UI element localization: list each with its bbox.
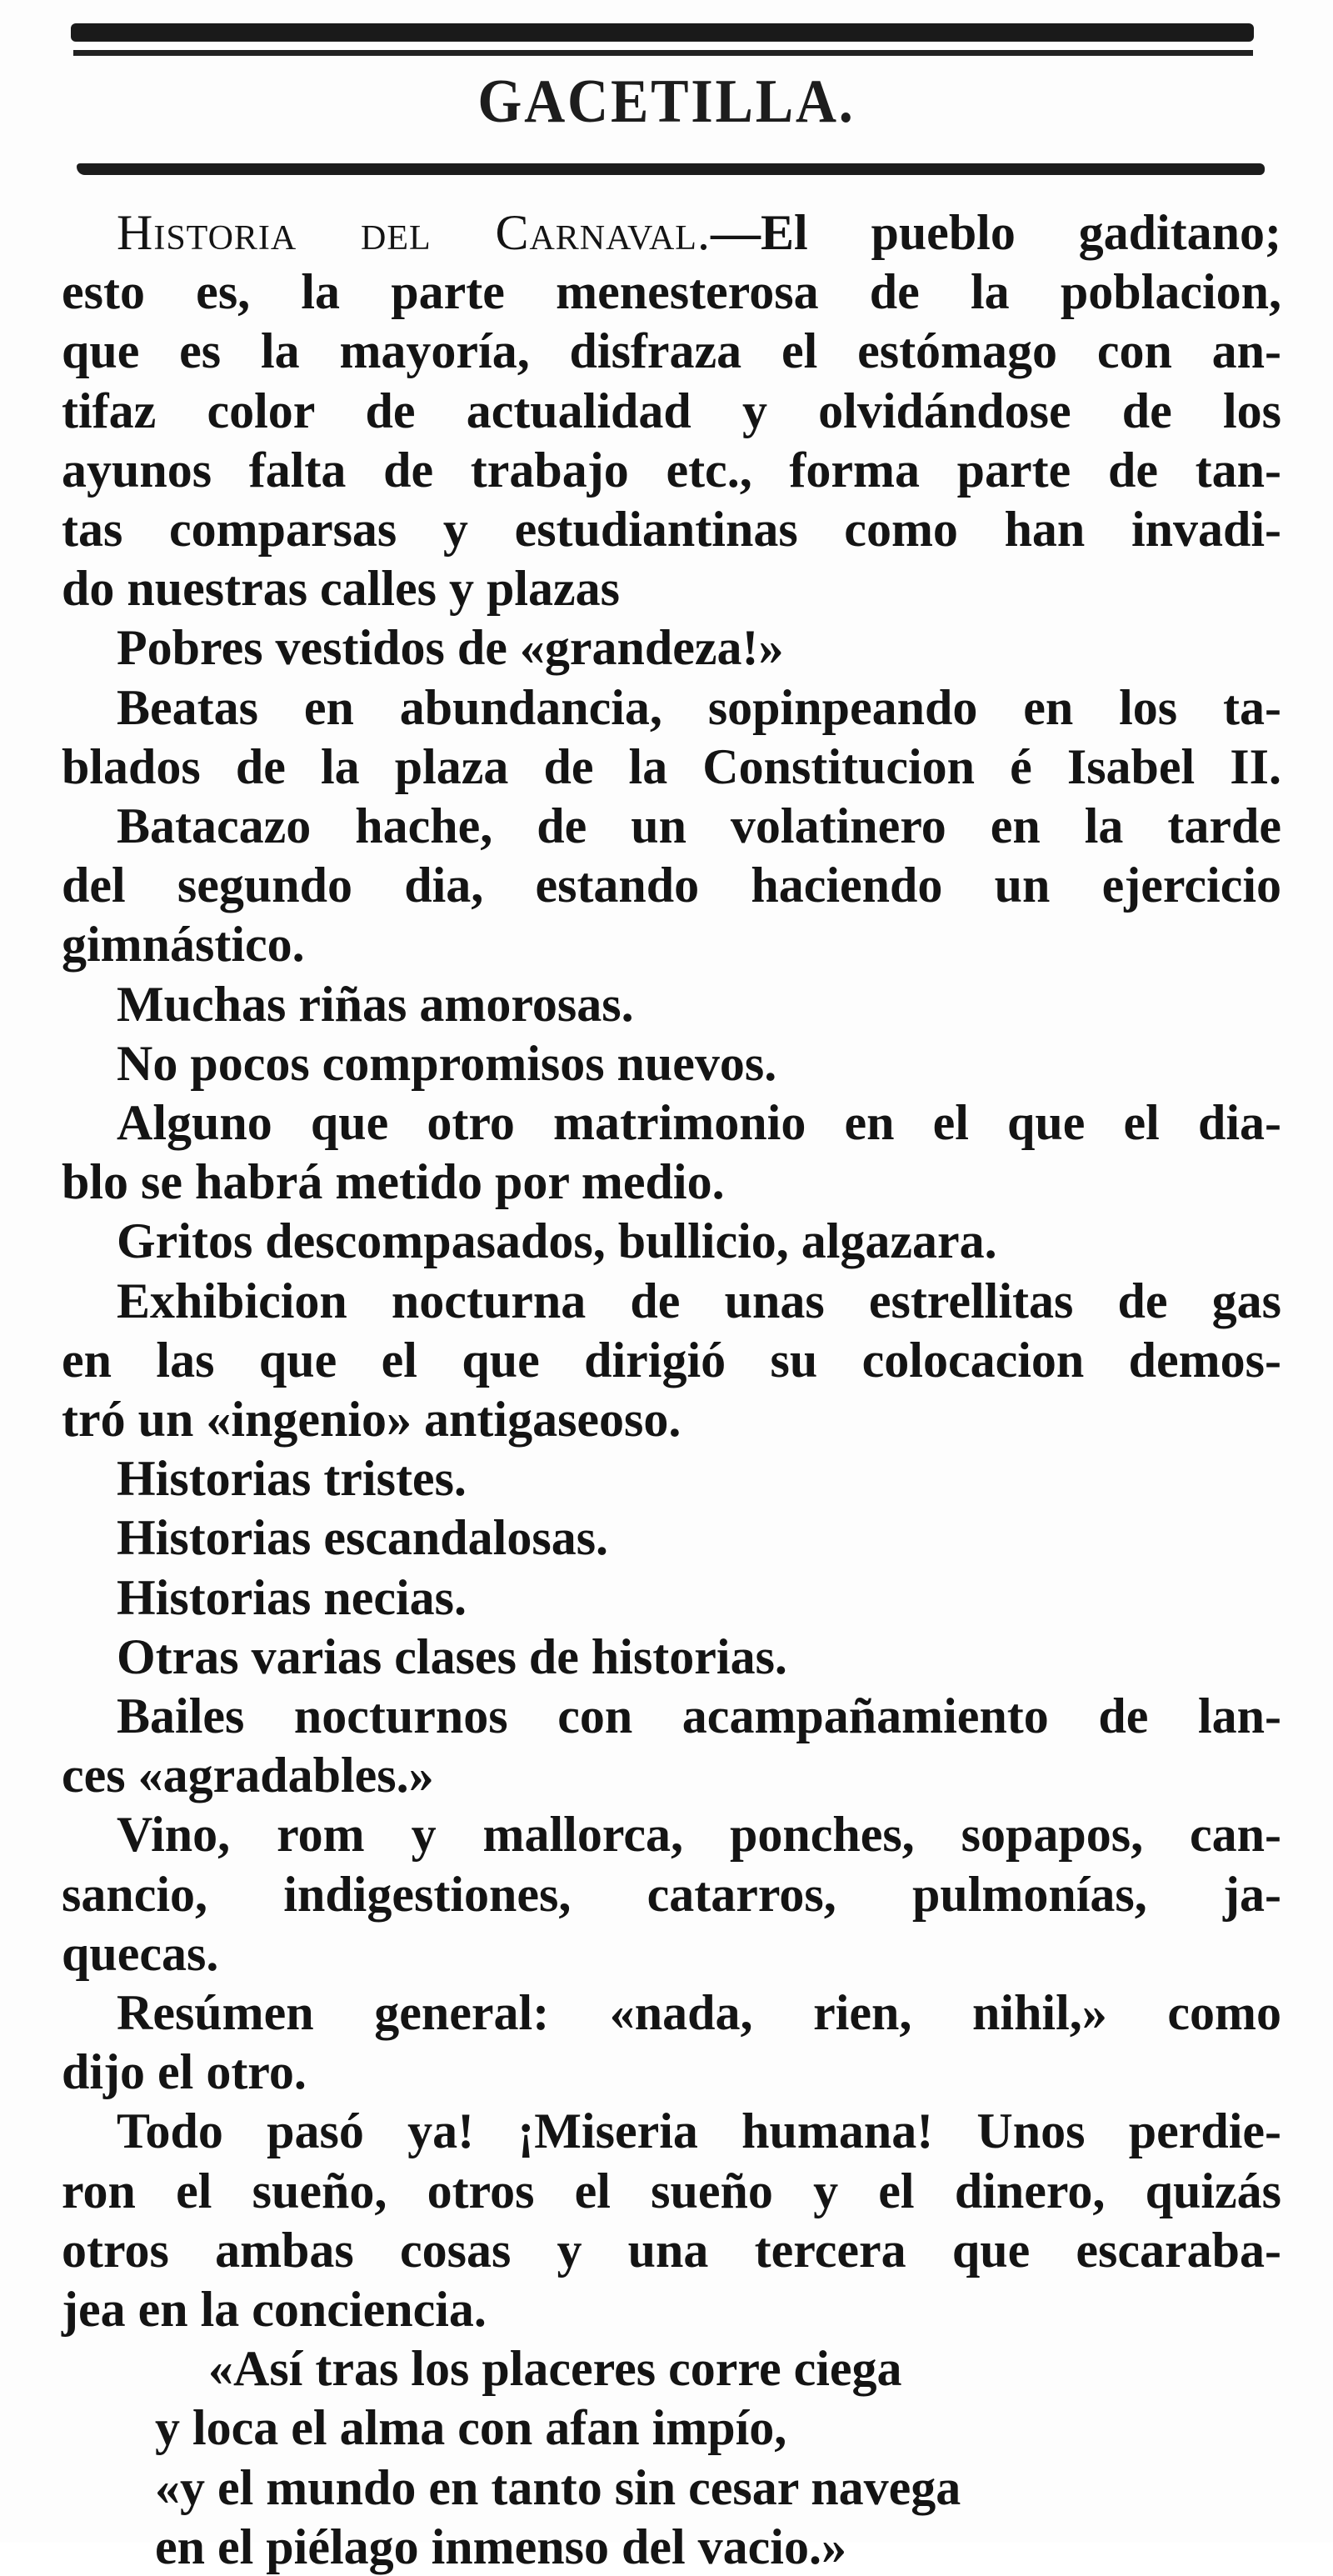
article-line: gimnástico.	[62, 917, 305, 973]
top-thick-rule	[71, 23, 1254, 42]
article-lead-text: —El pueblo gaditano;	[710, 205, 1282, 260]
article-line: Beatas en abundancia, sopinpeando en los ta-	[117, 679, 1281, 735]
article-line: sancio, indigestiones, catarros, pulmonías, ja-	[62, 1866, 1281, 1922]
poem-line: y loca el alma con afan impío,	[155, 2400, 787, 2456]
poem-line: «y el mundo en tanto sin cesar navega	[155, 2459, 961, 2515]
article-line: dijo el otro.	[62, 2044, 307, 2100]
article-line: Muchas riñas amorosas.	[117, 976, 634, 1032]
article-line: esto es, la parte menesterosa de la poblacion,	[62, 264, 1281, 320]
article-line: do nuestras calles y plazas	[62, 561, 621, 617]
article-line: tró un «ingenio» antigaseoso.	[62, 1392, 681, 1447]
section-title: GACETILLA.	[477, 68, 856, 136]
poem-line: en el piélago inmenso del vacio.»	[155, 2518, 846, 2574]
article-line: Resúmen general: «nada, rien, nihil,» como	[117, 1985, 1281, 2040]
article-line: Alguno que otro matrimonio en el que el dia-	[117, 1095, 1281, 1150]
article-line: ron el sueño, otros el sueño y el dinero, quizás	[62, 2163, 1281, 2218]
article-line: Historias escandalosas.	[117, 1510, 609, 1566]
article-line: Otras varias clases de historias.	[117, 1628, 787, 1684]
article-line: blados de la plaza de la Constitucion é Isabel II.	[62, 738, 1281, 794]
article-line: Historias necias.	[117, 1569, 467, 1625]
article-line: del segundo dia, estando haciendo un ejercicio	[62, 858, 1281, 913]
article-line: Todo pasó ya! ¡Miseria humana! Unos perdie-	[117, 2103, 1281, 2159]
top-thin-rule	[73, 50, 1253, 56]
article-line: Historias tristes.	[117, 1451, 467, 1507]
article-line: Exhibicion nocturna de unas estrellitas de gas	[117, 1273, 1281, 1328]
article-line: Vino, rom y mallorca, ponches, sopapos, can-	[117, 1807, 1281, 1863]
article-line: ces «agradables.»	[62, 1748, 434, 1803]
title-bottom-rule	[77, 163, 1265, 175]
article-line: Bailes nocturnos con acampañamiento de lan-	[117, 1688, 1281, 1743]
article-line: Batacazo hache, de un volatinero en la tarde	[117, 798, 1281, 853]
article-line: tifaz color de actualidad y olvidándose de los	[62, 383, 1281, 438]
article-line	[117, 203, 1281, 262]
article-line: No pocos compromisos nuevos.	[117, 1035, 777, 1091]
article-line: blo se habrá metido por medio.	[62, 1154, 725, 1210]
article-line: que es la mayoría, disfraza el estómago con an-	[62, 323, 1281, 379]
article-heading: Historia del Carnaval.	[117, 205, 711, 260]
article-line: en las que el que dirigió su colocacion demos-	[62, 1332, 1281, 1388]
article-line: Gritos descompasados, bullicio, algazara.	[117, 1213, 997, 1269]
article-line: otros ambas cosas y una tercera que escaraba-	[62, 2222, 1281, 2278]
article-line: Pobres vestidos de «grandeza!»	[117, 620, 784, 676]
article-line: quecas.	[62, 1925, 219, 1981]
article-line: jea en la conciencia.	[62, 2282, 487, 2337]
article-line: ayunos falta de trabajo etc., forma parte de tan-	[62, 442, 1281, 498]
article-line: tas comparsas y estudiantinas como han invadi-	[62, 502, 1281, 557]
poem-line: «Así tras los placeres corre ciega	[208, 2341, 902, 2397]
